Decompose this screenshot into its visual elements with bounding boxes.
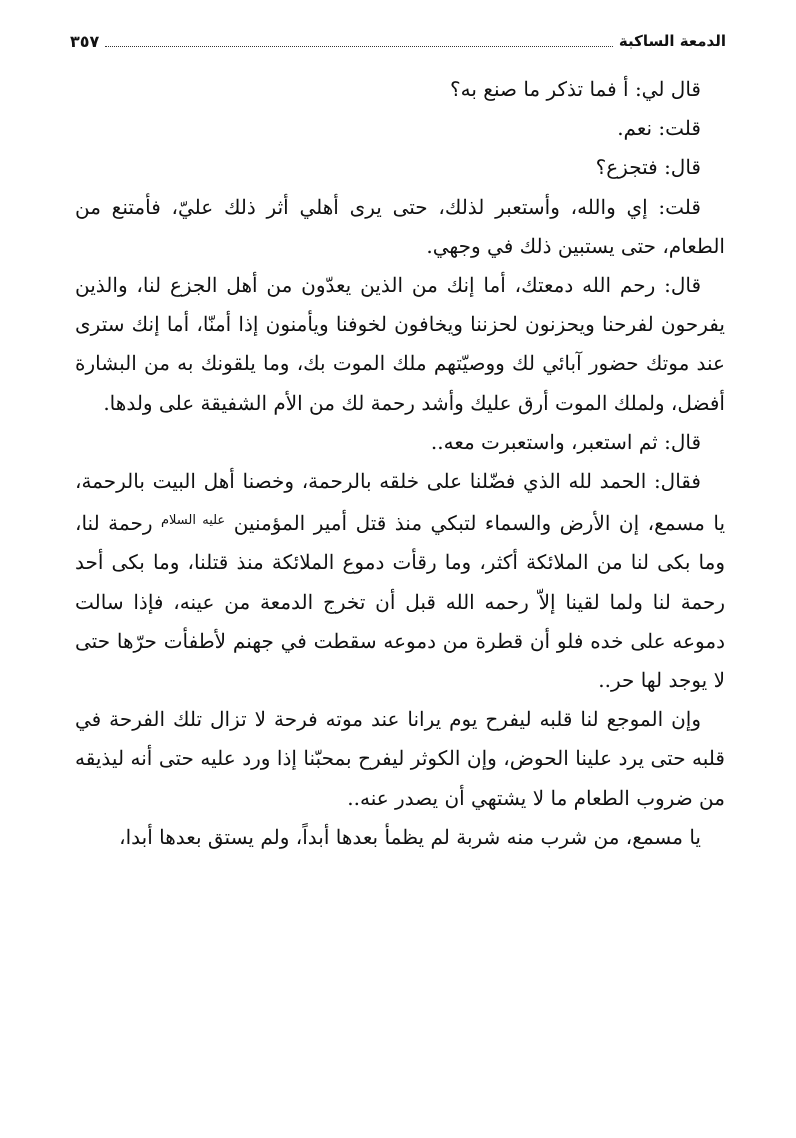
paragraph: قلت: نعم.	[617, 116, 701, 141]
honorific-mark: عليه السلام	[160, 513, 226, 529]
paragraph: قال: رحم الله دمعتك، أما إنك من الذين يعدّون من أهل الجزع لنا، والذين يفرحون لفرحنا ويحزنون لحزننا ويخافون لخوفنا ويأمنون إذا أمنّا، أما إنك سترى عند موتك حضور آبائي لك ووصيّتهم ملك الموت بك، وما يلقونك به من البشارة أفضل، ولملك الموت أرق عليك وأشد رحمة لك من الأم الشفيقة على ولدها.	[75, 273, 725, 415]
paragraph: قال لي: أ فما تذكر ما صنع به؟	[450, 77, 701, 101]
paragraph: وإن الموجع لنا قلبه ليفرح يوم يرانا عند موته فرحة لا تزال تلك الفرحة في قلبه حتى يرد علينا الحوض، وإن الكوثر ليفرح بمحبّنا إذا ورد عليه حتى أنه ليذيقه من ضروب الطعام ما لا يشتهي أن يصدر عنه..	[75, 707, 725, 810]
page-number: ٣٥٧	[70, 31, 100, 51]
paragraph	[75, 462, 725, 700]
chapter-title: الدمعة الساكبة	[618, 32, 726, 50]
paragraph: قلت: إي والله، وأستعبر لذلك، حتى يرى أهلي أثر ذلك عليّ، فأمتنع من الطعام، حتى يستبين ذلك في وجهي.	[75, 194, 725, 258]
header-dot-leader	[105, 36, 613, 47]
body-text	[75, 70, 725, 857]
paragraph: قال: فتجزع؟	[595, 155, 701, 180]
paragraph: قال: ثم استعبر، واستعبرت معه..	[430, 429, 701, 454]
paragraph-text: رحمة لنا، وما بكى لنا من الملائكة أكثر، وما رقأت دموع الملائكة منذ قتلنا، وما بكى أحد رحمة لنا ولما لقينا إلاّ رحمه الله قبل أن تخرج الدمعة من عينه، فإذا سالت دموعه على خده فلو أن قطرة من دموعه سقطت في جهنم لأطفأت حرّها حتى لا يوجد لها حر..	[75, 511, 725, 693]
paragraph: يا مسمع، من شرب منه شربة لم يظمأ بعدها أبداً، ولم يستق بعدها أبدا،	[119, 824, 701, 849]
paragraph-text: فقال: الحمد لله الذي فضّلنا على خلقه بالرحمة، وخصنا أهل البيت بالرحمة، يا مسمع، إن الأرض والسماء لتبكي منذ قتل أمير المؤمنين	[75, 469, 726, 536]
running-header	[70, 30, 726, 52]
